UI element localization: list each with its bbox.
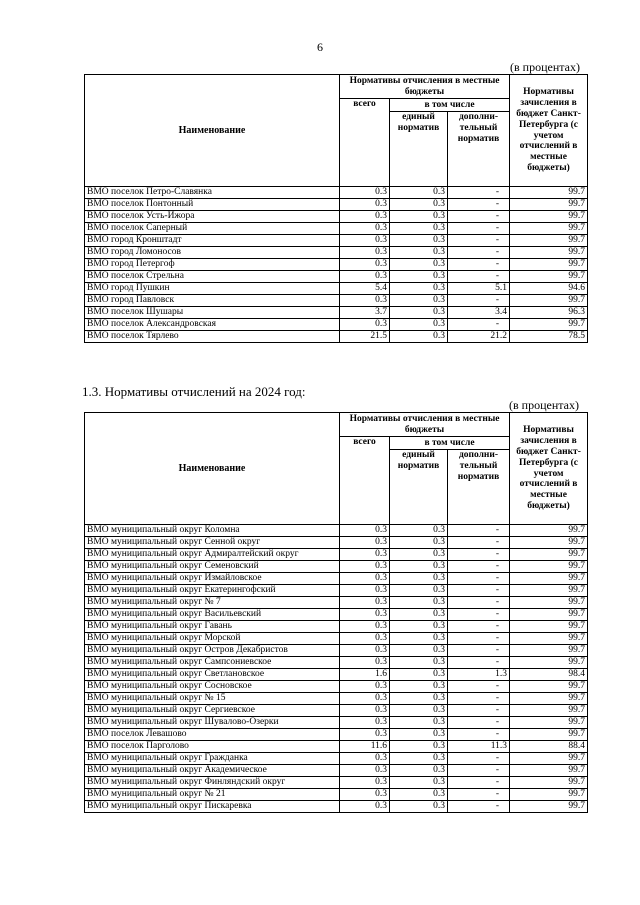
cell-additional: - [448,549,510,561]
cell-single: 0.3 [390,621,448,633]
section-heading: 1.3. Нормативы отчислений на 2024 год: [82,384,306,399]
cell-spb: 99.7 [510,537,588,549]
cell-spb: 99.7 [510,693,588,705]
table-row [85,633,588,645]
cell-single: 0.3 [390,331,448,343]
cell-single: 0.3 [390,753,448,765]
cell-name: ВМО муниципальный округ № 7 [85,597,340,609]
cell-spb: 99.7 [510,187,588,199]
cell-single: 0.3 [390,295,448,307]
cell-additional: - [448,199,510,211]
cell-single: 0.3 [390,693,448,705]
cell-single: 0.3 [390,537,448,549]
header-total: всего [340,99,390,187]
cell-additional: - [448,801,510,813]
table-row [85,597,588,609]
cell-single: 0.3 [390,741,448,753]
cell-spb: 99.7 [510,247,588,259]
cell-additional: - [448,271,510,283]
cell-additional: 3.4 [448,307,510,319]
cell-single: 0.3 [390,235,448,247]
cell-single: 0.3 [390,801,448,813]
cell-additional: 11.3 [448,741,510,753]
cell-total: 0.3 [340,729,390,741]
cell-total: 0.3 [340,537,390,549]
cell-spb: 99.7 [510,597,588,609]
cell-name: ВМО город Ломоносов [85,247,340,259]
cell-name: ВМО поселок Стрельна [85,271,340,283]
header-local-norms: Нормативы отчисления в местные бюджеты [340,75,510,99]
cell-name: ВМО поселок Парголово [85,741,340,753]
cell-total: 0.3 [340,187,390,199]
cell-additional: 21.2 [448,331,510,343]
cell-name: ВМО муниципальный округ Сампсониевское [85,657,340,669]
cell-additional: - [448,681,510,693]
table-row [85,681,588,693]
cell-name: ВМО поселок Саперный [85,223,340,235]
table-row [85,741,588,753]
cell-name: ВМО муниципальный округ Светлановское [85,669,340,681]
table-row [85,669,588,681]
header-additional: дополни-тельный норматив [448,450,510,525]
header-including: в том числе [390,437,510,450]
cell-total: 0.3 [340,223,390,235]
cell-spb: 99.7 [510,681,588,693]
table-row [85,753,588,765]
table-row [85,693,588,705]
table-row [85,319,588,331]
header-name: Наименование [85,75,340,187]
cell-additional: - [448,657,510,669]
table-row [85,259,588,271]
cell-name: ВМО муниципальный округ № 15 [85,693,340,705]
cell-total: 0.3 [340,525,390,537]
cell-single: 0.3 [390,259,448,271]
cell-single: 0.3 [390,717,448,729]
cell-additional: - [448,789,510,801]
cell-additional: - [448,561,510,573]
table-row [85,199,588,211]
cell-spb: 99.7 [510,271,588,283]
table-row [85,789,588,801]
cell-spb: 98.4 [510,669,588,681]
cell-single: 0.3 [390,307,448,319]
cell-total: 0.3 [340,681,390,693]
header-total: всего [340,437,390,525]
cell-spb: 88.4 [510,741,588,753]
header-spb: Нормативы зачисления в бюджет Санкт-Петербурга (с учетом отчислений в местные бюджеты) [510,413,588,525]
cell-single: 0.3 [390,645,448,657]
cell-spb: 99.7 [510,633,588,645]
cell-spb: 99.7 [510,549,588,561]
table-row [85,187,588,199]
cell-spb: 99.7 [510,259,588,271]
cell-total: 0.3 [340,585,390,597]
norms-table-2023 [84,74,588,343]
norms-table-2024 [84,412,588,813]
cell-spb: 99.7 [510,705,588,717]
cell-spb: 94.6 [510,283,588,295]
cell-additional: - [448,765,510,777]
cell-single: 0.3 [390,319,448,331]
cell-total: 0.3 [340,247,390,259]
cell-total: 0.3 [340,717,390,729]
table-row [85,717,588,729]
cell-single: 0.3 [390,597,448,609]
header-additional: дополни-тельный норматив [448,112,510,187]
cell-total: 0.3 [340,573,390,585]
cell-name: ВМО муниципальный округ Сергиевское [85,705,340,717]
header-single: единый норматив [390,450,448,525]
cell-name: ВМО муниципальный округ Финляндский округ [85,777,340,789]
cell-total: 0.3 [340,199,390,211]
cell-single: 0.3 [390,283,448,295]
table-row [85,657,588,669]
table-row [85,211,588,223]
cell-total: 0.3 [340,235,390,247]
cell-single: 0.3 [390,573,448,585]
cell-additional: - [448,693,510,705]
cell-name: ВМО муниципальный округ Шувалово-Озерки [85,717,340,729]
cell-additional: 5.1 [448,283,510,295]
units-note: (в процентах) [510,60,580,74]
cell-spb: 99.7 [510,235,588,247]
cell-single: 0.3 [390,765,448,777]
cell-name: ВМО город Кронштадт [85,235,340,247]
cell-spb: 78.5 [510,331,588,343]
cell-spb: 96.3 [510,307,588,319]
cell-spb: 99.7 [510,525,588,537]
cell-total: 0.3 [340,777,390,789]
table-row [85,705,588,717]
cell-single: 0.3 [390,705,448,717]
cell-single: 0.3 [390,561,448,573]
cell-name: ВМО муниципальный округ Васильевский [85,609,340,621]
page-number: 6 [317,40,323,54]
cell-total: 0.3 [340,765,390,777]
cell-name: ВМО поселок Шушары [85,307,340,319]
cell-total: 0.3 [340,789,390,801]
header-local-norms: Нормативы отчисления в местные бюджеты [340,413,510,437]
cell-spb: 99.7 [510,753,588,765]
cell-single: 0.3 [390,223,448,235]
cell-spb: 99.7 [510,801,588,813]
cell-total: 5.4 [340,283,390,295]
table-row [85,561,588,573]
cell-spb: 99.7 [510,561,588,573]
cell-additional: 1.3 [448,669,510,681]
cell-additional: - [448,777,510,789]
cell-single: 0.3 [390,657,448,669]
cell-name: ВМО муниципальный округ Екатерингофский [85,585,340,597]
cell-name: ВМО муниципальный округ Сенной округ [85,537,340,549]
cell-total: 0.3 [340,609,390,621]
table-row [85,573,588,585]
table-row [85,307,588,319]
cell-additional: - [448,295,510,307]
cell-spb: 99.7 [510,609,588,621]
table-body [85,525,588,813]
cell-name: ВМО поселок Тярлево [85,331,340,343]
cell-total: 0.3 [340,259,390,271]
cell-total: 0.3 [340,705,390,717]
table-row [85,609,588,621]
table-row [85,765,588,777]
table-row [85,621,588,633]
cell-additional: - [448,753,510,765]
cell-spb: 99.7 [510,621,588,633]
cell-total: 0.3 [340,295,390,307]
cell-additional: - [448,211,510,223]
cell-name: ВМО поселок Александровская [85,319,340,331]
cell-name: ВМО муниципальный округ Сосновское [85,681,340,693]
cell-name: ВМО город Пушкин [85,283,340,295]
cell-total: 0.3 [340,801,390,813]
cell-total: 0.3 [340,271,390,283]
cell-name: ВМО поселок Усть-Ижора [85,211,340,223]
cell-name: ВМО муниципальный округ Пискаревка [85,801,340,813]
units-note: (в процентах) [509,398,579,412]
cell-spb: 99.7 [510,657,588,669]
cell-name: ВМО муниципальный округ Измайловское [85,573,340,585]
cell-total: 0.3 [340,211,390,223]
cell-name: ВМО город Павловск [85,295,340,307]
cell-name: ВМО муниципальный округ Гавань [85,621,340,633]
cell-single: 0.3 [390,681,448,693]
cell-single: 0.3 [390,525,448,537]
cell-total: 0.3 [340,693,390,705]
cell-additional: - [448,573,510,585]
cell-spb: 99.7 [510,573,588,585]
cell-spb: 99.7 [510,765,588,777]
cell-name: ВМО поселок Левашово [85,729,340,741]
cell-single: 0.3 [390,247,448,259]
cell-additional: - [448,633,510,645]
table-row [85,801,588,813]
cell-name: ВМО муниципальный округ Семеновский [85,561,340,573]
header-name: Наименование [85,413,340,525]
cell-total: 0.3 [340,549,390,561]
cell-total: 0.3 [340,597,390,609]
cell-total: 1.6 [340,669,390,681]
cell-spb: 99.7 [510,199,588,211]
cell-name: ВМО город Петергоф [85,259,340,271]
cell-spb: 99.7 [510,295,588,307]
cell-total: 0.3 [340,319,390,331]
cell-name: ВМО муниципальный округ Коломна [85,525,340,537]
table-row [85,729,588,741]
cell-additional: - [448,621,510,633]
cell-spb: 99.7 [510,729,588,741]
cell-additional: - [448,525,510,537]
cell-spb: 99.7 [510,645,588,657]
cell-total: 0.3 [340,645,390,657]
cell-single: 0.3 [390,187,448,199]
cell-name: ВМО муниципальный округ Остров Декабристов [85,645,340,657]
cell-name: ВМО поселок Петро-Славянка [85,187,340,199]
cell-additional: - [448,223,510,235]
cell-total: 0.3 [340,633,390,645]
cell-additional: - [448,259,510,271]
cell-name: ВМО муниципальный округ Академическое [85,765,340,777]
cell-total: 0.3 [340,621,390,633]
cell-spb: 99.7 [510,717,588,729]
cell-spb: 99.7 [510,319,588,331]
cell-single: 0.3 [390,729,448,741]
table-row [85,271,588,283]
cell-additional: - [448,319,510,331]
cell-spb: 99.7 [510,789,588,801]
cell-total: 3.7 [340,307,390,319]
table-row [85,295,588,307]
cell-name: ВМО муниципальный округ Адмиралтейский округ [85,549,340,561]
cell-single: 0.3 [390,789,448,801]
cell-single: 0.3 [390,271,448,283]
table-row [85,645,588,657]
table-row [85,235,588,247]
header-single: единый норматив [390,112,448,187]
cell-additional: - [448,705,510,717]
table-row [85,247,588,259]
cell-total: 11.6 [340,741,390,753]
header-including: в том числе [390,99,510,112]
table-row [85,537,588,549]
cell-spb: 99.7 [510,777,588,789]
cell-additional: - [448,717,510,729]
table-row [85,549,588,561]
cell-name: ВМО муниципальный округ № 21 [85,789,340,801]
cell-single: 0.3 [390,609,448,621]
table-row [85,525,588,537]
cell-additional: - [448,235,510,247]
table-row [85,585,588,597]
cell-additional: - [448,609,510,621]
cell-name: ВМО муниципальный округ Гражданка [85,753,340,765]
cell-single: 0.3 [390,549,448,561]
cell-single: 0.3 [390,633,448,645]
cell-single: 0.3 [390,585,448,597]
table-row [85,283,588,295]
table-row [85,331,588,343]
cell-name: ВМО муниципальный округ Морской [85,633,340,645]
cell-total: 0.3 [340,753,390,765]
cell-additional: - [448,729,510,741]
cell-spb: 99.7 [510,585,588,597]
cell-single: 0.3 [390,777,448,789]
cell-additional: - [448,585,510,597]
cell-additional: - [448,597,510,609]
cell-single: 0.3 [390,211,448,223]
cell-total: 0.3 [340,657,390,669]
cell-additional: - [448,645,510,657]
cell-spb: 99.7 [510,211,588,223]
table-row [85,777,588,789]
cell-additional: - [448,537,510,549]
cell-single: 0.3 [390,199,448,211]
cell-total: 0.3 [340,561,390,573]
table-row [85,223,588,235]
cell-additional: - [448,247,510,259]
header-spb: Нормативы зачисления в бюджет Санкт-Петербурга (с учетом отчислений в местные бюджеты) [510,75,588,187]
cell-name: ВМО поселок Понтонный [85,199,340,211]
table-body [85,187,588,343]
cell-total: 21.5 [340,331,390,343]
cell-spb: 99.7 [510,223,588,235]
cell-single: 0.3 [390,669,448,681]
cell-additional: - [448,187,510,199]
